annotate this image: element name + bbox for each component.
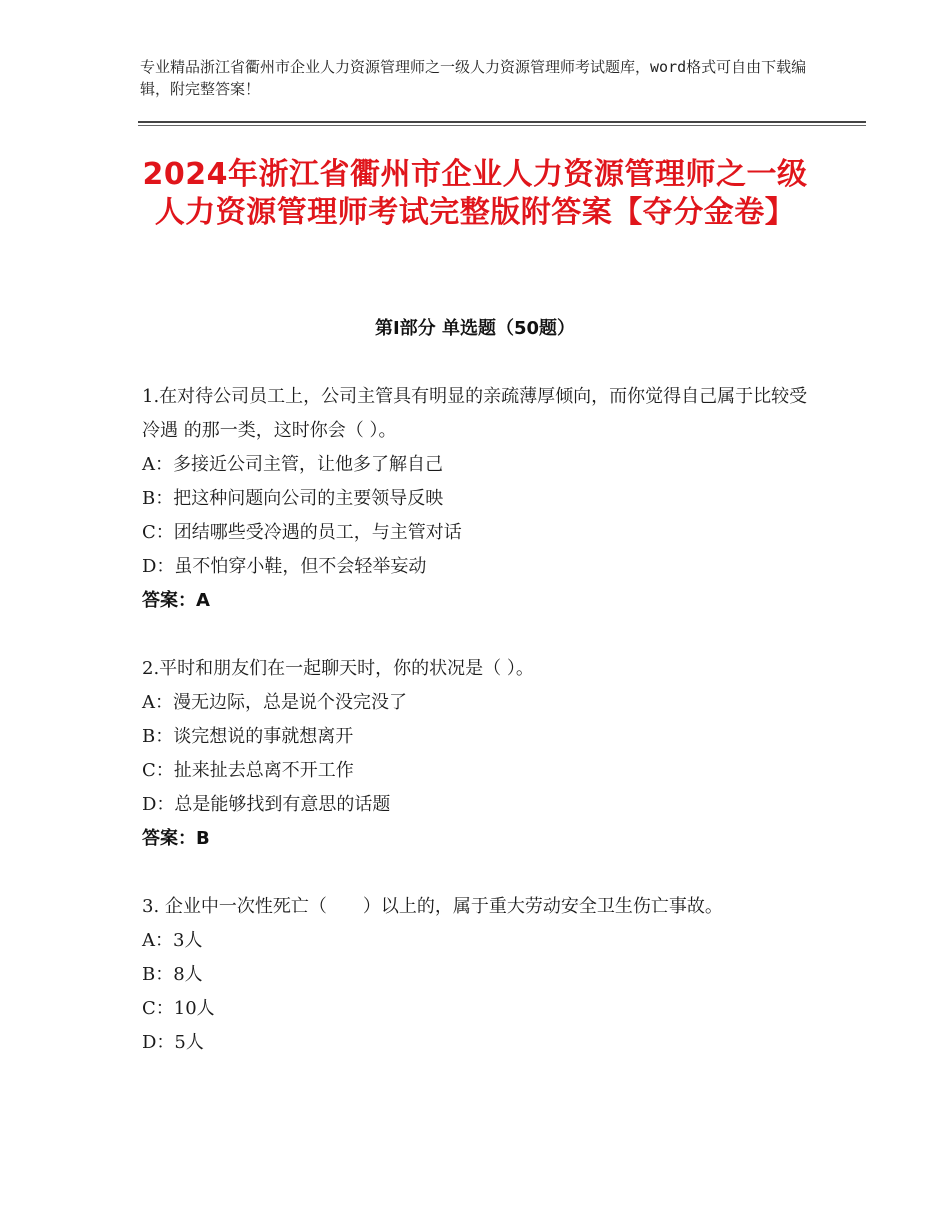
- option-d: D：虽不怕穿小鞋，但不会轻举妄动: [142, 556, 427, 577]
- header-divider: [138, 121, 866, 123]
- option-b: B：谈完想说的事就想离开: [142, 726, 354, 747]
- answer-line: 答案：A: [142, 590, 210, 611]
- option-c: C：团结哪些受冷遇的员工，与主管对话: [142, 522, 462, 543]
- option-c: C：扯来扯去总离不开工作: [142, 760, 354, 781]
- question-stem: 1.在对待公司员工上，公司主管具有明显的亲疏薄厚倾向，而你觉得自己属于比较受冷遇 的那一类，这时你会（ ）。: [142, 386, 808, 441]
- question-stem: 2.平时和朋友们在一起聊天时，你的状况是（ ）。: [142, 658, 534, 679]
- header-note: 专业精品浙江省衢州市企业人力资源管理师之一级人力资源管理师考试题库，word格式可自由下载编辑，附完整答案！: [140, 58, 807, 98]
- answer-line: 答案：B: [142, 828, 210, 849]
- option-a: A：3人: [142, 930, 203, 951]
- option-a: A：多接近公司主管，让他多了解自己: [142, 454, 443, 475]
- section-title: 第Ⅰ部分 单选题（50题）: [374, 318, 575, 339]
- option-b: B：8人: [142, 964, 203, 985]
- document-title: 2024年浙江省衢州市企业人力资源管理师之一级人力资源管理师考试完整版附答案【夺分金卷】: [142, 157, 808, 230]
- question-stem: 3. 企业中一次性死亡（ ）以上的，属于重大劳动安全卫生伤亡事故。: [142, 896, 723, 917]
- question-2: [142, 652, 812, 856]
- option-a: A：漫无边际，总是说个没完没了: [142, 692, 407, 713]
- question-3: [142, 890, 812, 1060]
- header-divider-thin: [138, 125, 866, 126]
- option-b: B：把这种问题向公司的主要领导反映: [142, 488, 444, 509]
- option-c: C：10人: [142, 998, 215, 1019]
- question-list: [142, 380, 812, 1094]
- option-d: D：5人: [142, 1032, 204, 1053]
- question-1: [142, 380, 812, 618]
- option-d: D：总是能够找到有意思的话题: [142, 794, 391, 815]
